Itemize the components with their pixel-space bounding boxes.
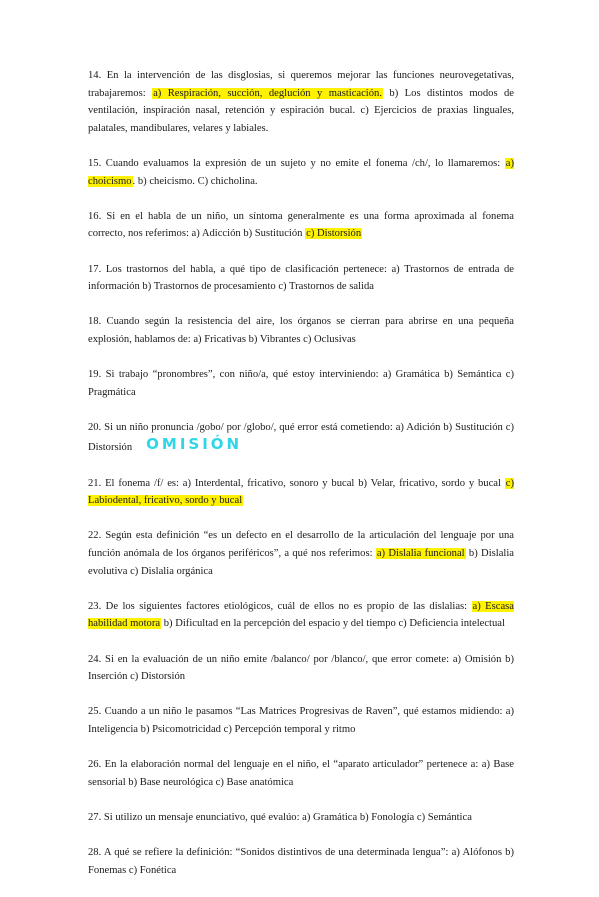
- question-text: 19. Si trabajo “pronombres”, con niño/a, qué estoy interviniendo: a) Gramática b) Semántica c) Pragmática: [88, 369, 514, 398]
- question-text: 14. En la intervención de las disglosias, si queremos mejorar las funciones neurovegetativas, trabajaremos:: [88, 70, 514, 99]
- question-16: [88, 208, 514, 243]
- highlighted-answer: a) Respiración, succión, deglución y masticación.: [153, 87, 382, 99]
- question-28: [88, 844, 514, 879]
- highlighted-answer: c) Labiodental, fricativo, sordo y bucal: [88, 477, 514, 507]
- highlighted-answer: c) Distorsión: [306, 228, 362, 240]
- question-text: 25. Cuando a un niño le pasamos “Las Matrices Progresivas de Raven”, qué estamos midiendo: a) Inteligencia b) Psicomotricidad c) Percepción temporal y ritmo: [88, 706, 514, 735]
- question-text: 21. El fonema /f/ es: a) Interdental, fricativo, sonoro y bucal b) Velar, fricativo, sordo y bucal: [88, 477, 505, 489]
- question-text: 22. Según esta definición “es un defecto en el desarrollo de la articulación del lenguaje por una función anómala de los órganos periféricos”, a qué nos referimos:: [88, 530, 514, 560]
- highlighted-answer: a) Escasa habilidad motora: [88, 600, 515, 630]
- question-text: 27. Si utilizo un mensaje enunciativo, qué evalúo: a) Gramática b) Fonología c) Semántica: [88, 811, 472, 823]
- question-text-rest: b) Dificultad en la percepción del espacio y del tiempo c) Deficiencia intelectual: [161, 618, 505, 630]
- question-text: 20. Si un niño pronuncia /gobo/ por /globo/, qué error está cometiendo: a) Adición b) Sustitución c) Distorsión: [88, 421, 514, 454]
- question-text: 18. Cuando según la resistencia del aire, los órganos se cierran para abrirse en una pequeña explosión, hablamos de: a) Fricativas b) Vibrantes c) Oclusivas: [88, 316, 514, 345]
- question-14: [88, 67, 514, 137]
- question-24: [88, 651, 514, 686]
- question-25: [88, 703, 514, 738]
- highlighted-answer: a) Dislalia funcional: [376, 548, 465, 560]
- question-18: [88, 313, 514, 348]
- question-text: 24. Si en la evaluación de un niño emite /balanco/ por /blanco/, que error comete: a) Omisión b) Inserción c) Distorsión: [88, 653, 514, 683]
- question-27: [88, 809, 514, 827]
- question-20: [88, 419, 514, 457]
- handwritten-note: OMISIÓN: [146, 435, 243, 454]
- question-21: [88, 475, 514, 510]
- question-26: [88, 756, 514, 791]
- question-text: 17. Los trastornos del habla, a qué tipo de clasificación pertenece: a) Trastornos de entrada de información b) Trastornos de procesamiento c) Trastornos de salida: [88, 263, 514, 293]
- question-19: [88, 366, 514, 401]
- question-text: 16. Si en el habla de un niño, un síntoma generalmente es una forma aproximada al fonema correcto, nos referimos: a) Adicción b) Sustitución: [88, 210, 514, 240]
- document-page: [88, 67, 514, 897]
- question-17: [88, 261, 514, 296]
- question-text-rest: . b) cheicismo. C) chicholina.: [132, 175, 258, 187]
- question-22: [88, 527, 514, 580]
- question-text: 26. En la elaboración normal del lenguaje en el niño, el “aparato articulador” pertenece a: a) Base sensorial b) Base neurológica c) Base anatómica: [88, 759, 514, 788]
- question-23: [88, 598, 514, 633]
- question-text-rest: b) Los distintos modos de ventilación, inspiración nasal, retención y espiración bucal. c) Ejercicios de praxias linguales, palatales, mandibulares, velares y labiales.: [88, 87, 514, 134]
- question-text-rest: b) Dislalia evolutiva c) Dislalia orgánica: [88, 548, 514, 577]
- question-text: 23. De los siguientes factores etiológicos, cuál de ellos no es propio de las dislalias:: [88, 600, 472, 612]
- question-text: 15. Cuando evaluamos la expresión de un sujeto y no emite el fonema /ch/, lo llamaremos:: [88, 157, 505, 169]
- highlighted-answer: a) choicismo: [88, 157, 514, 187]
- question-text: 28. A qué se refiere la definición: “Sonidos distintivos de una determinada lengua”: a) Alófonos b) Fonemas c) Fonética: [88, 847, 514, 876]
- question-15: [88, 155, 514, 190]
